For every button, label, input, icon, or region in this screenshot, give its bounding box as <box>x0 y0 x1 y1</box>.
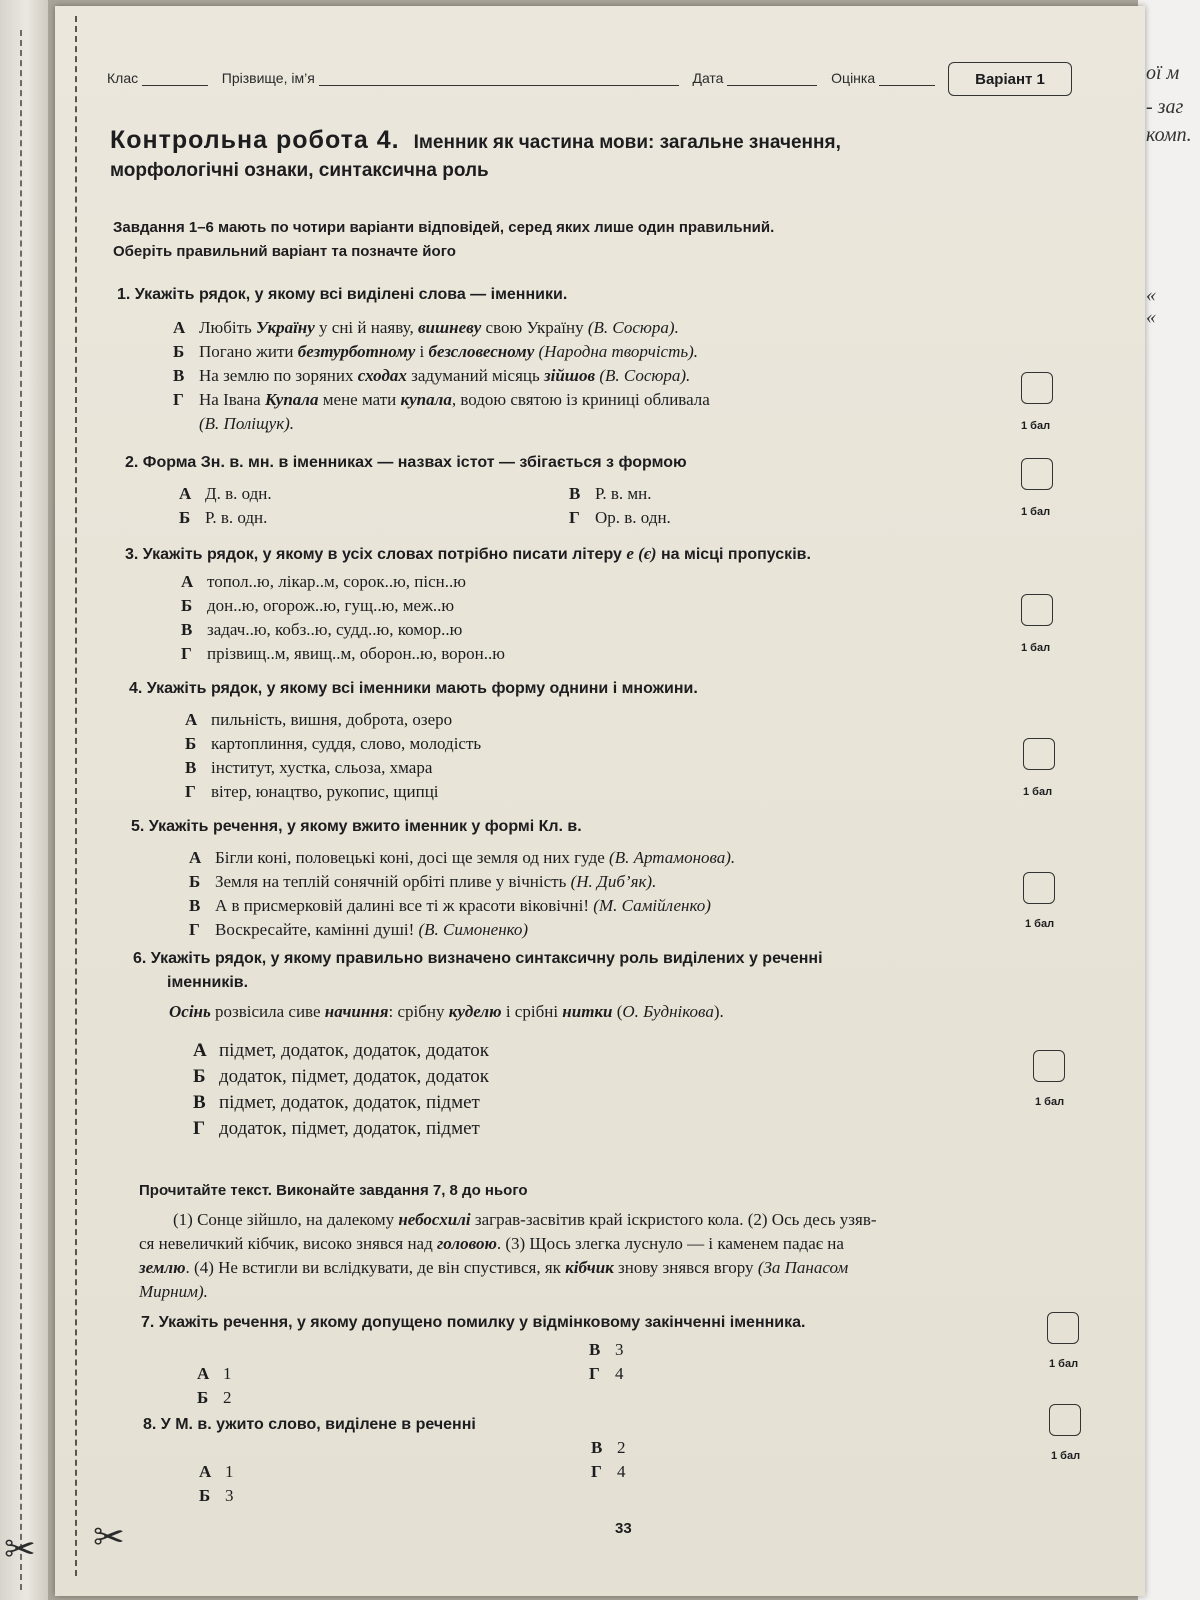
instructions-line1: Завдання 1–6 мають по чотири варіанти відповідей, серед яких лише один правильний. <box>113 219 775 236</box>
q6-option-a[interactable]: А підмет, додаток, додаток, додаток <box>193 1040 489 1061</box>
instructions-line2: Оберіть правильний варіант та позначте його <box>113 243 456 260</box>
question-8-text: 8. У М. в. ужито слово, виділене в реченні <box>143 1416 476 1433</box>
name-field[interactable] <box>319 85 679 86</box>
q1-option-d[interactable]: Г На Івана Купала мене мати купала, водою святою із криниці обливала <box>173 390 710 409</box>
date-label: Дата <box>692 70 724 86</box>
q7-option-b[interactable]: Б 2 <box>197 1388 232 1407</box>
q5-option-c[interactable]: В А в присмерковій далині все ті ж красоти віковічні! (М. Самійленко) <box>189 896 711 915</box>
question-6-text-line2: іменників. <box>167 974 249 991</box>
answer-box-3[interactable] <box>1021 594 1053 626</box>
q2-option-a[interactable]: А Д. в. одн. <box>179 484 272 503</box>
title-sub-line1: Іменник як частина мови: загальне значення, <box>413 132 841 153</box>
class-field[interactable] <box>142 85 208 86</box>
q5-option-a[interactable]: А Бігли коні, половецькі коні, досі ще земля од них гуде (В. Артамонова). <box>189 848 736 867</box>
reading-instructions: Прочитайте текст. Виконайте завдання 7, 8 до нього <box>139 1182 528 1199</box>
q8-option-a[interactable]: А 1 <box>199 1462 234 1481</box>
q3-option-d[interactable]: Г прізвищ..м, явищ..м, оборон..ю, ворон..ю <box>181 644 505 663</box>
q2-option-b[interactable]: Б Р. в. одн. <box>179 508 268 527</box>
adjacent-text: « <box>1146 306 1156 328</box>
q4-option-d[interactable]: Г вітер, юнацтво, рукопис, щипці <box>185 782 439 801</box>
page-title <box>110 126 841 155</box>
score-label: 1 бал <box>1051 1450 1081 1462</box>
question-7-text: 7. Укажіть речення, у якому допущено помилку у відмінковому закінченні іменника. <box>141 1314 806 1331</box>
answer-box-8[interactable] <box>1049 1404 1081 1436</box>
question-4-text: 4. Укажіть рядок, у якому всі іменники мають форму однини і множини. <box>129 680 698 697</box>
previous-page-edge <box>0 0 48 1600</box>
name-label: Прізвище, ім’я <box>221 70 315 86</box>
class-label: Клас <box>107 70 139 86</box>
question-3-text: 3. Укажіть рядок, у якому в усіх словах потрібно писати літеру е (є) на місці пропусків. <box>125 544 811 563</box>
score-label: 1 бал <box>1035 1096 1065 1108</box>
q5-option-d[interactable]: Г Воскресайте, камінні душі! (В. Симоненко) <box>189 920 529 939</box>
reading-line-4: Мирним). <box>139 1282 208 1301</box>
scissors-icon: ✂ <box>93 1515 125 1559</box>
title-sub-line2: морфологічні ознаки, синтаксична роль <box>110 160 489 181</box>
q6-option-c[interactable]: В підмет, додаток, додаток, підмет <box>193 1092 480 1113</box>
score-label: 1 бал <box>1021 420 1051 432</box>
reading-line-1: (1) Сонце зійшло, на далекому небосхилі заграв-засвітив край іскристого кола. (2) Ось десь узяв- <box>173 1210 877 1229</box>
q8-option-d[interactable]: Г 4 <box>591 1462 626 1481</box>
q1-option-a[interactable]: А Любіть Україну у сні й наяву, вишневу свою Україну (В. Сосюра). <box>173 318 679 337</box>
page-number: 33 <box>615 1520 632 1537</box>
q6-option-d[interactable]: Г додаток, підмет, додаток, підмет <box>193 1118 480 1139</box>
q2-option-d[interactable]: Г Ор. в. одн. <box>569 508 671 527</box>
left-cut-line <box>20 30 22 1590</box>
answer-box-7[interactable] <box>1047 1312 1079 1344</box>
question-5-text: 5. Укажіть речення, у якому вжито іменник у формі Кл. в. <box>131 818 582 835</box>
q7-option-c[interactable]: В 3 <box>589 1340 624 1359</box>
score-label: 1 бал <box>1049 1358 1079 1370</box>
q1-option-b[interactable]: Б Погано жити безтурботному і безсловесному (Народна творчість). <box>173 342 699 361</box>
q3-option-c[interactable]: В задач..ю, кобз..ю, судд..ю, комор..ю <box>181 620 463 639</box>
date-field[interactable] <box>727 85 817 86</box>
grade-label: Оцінка <box>831 70 876 86</box>
worksheet-page <box>55 6 1145 1596</box>
q4-option-b[interactable]: Б картоплиння, суддя, слово, молодість <box>185 734 482 753</box>
title-main: Контрольна робота 4. <box>110 126 400 154</box>
header-fields <box>107 70 935 86</box>
question-2-text: 2. Форма Зн. в. мн. в іменниках — назвах істот — збігається з формою <box>125 454 687 471</box>
answer-box-5[interactable] <box>1023 872 1055 904</box>
answer-box-4[interactable] <box>1023 738 1055 770</box>
score-label: 1 бал <box>1023 786 1053 798</box>
variant-badge: Варіант 1 <box>948 62 1072 96</box>
q2-option-c[interactable]: В Р. в. мн. <box>569 484 652 503</box>
q5-option-b[interactable]: Б Земля на теплій сонячній орбіті пливе у вічність (Н. Диб’як). <box>189 872 657 891</box>
grade-field[interactable] <box>879 85 935 86</box>
score-label: 1 бал <box>1021 506 1051 518</box>
reading-line-2: ся невеличкий кібчик, високо знявся над головою. (3) Щось злегка луснуло — і каменем падає на <box>139 1234 844 1253</box>
q7-option-a[interactable]: А 1 <box>197 1364 232 1383</box>
question-6-text-line1: 6. Укажіть рядок, у якому правильно визначено синтаксичну роль виділених у реченні <box>133 950 823 967</box>
adjacent-text: ої м <box>1146 62 1180 84</box>
q8-option-c[interactable]: В 2 <box>591 1438 626 1457</box>
score-label: 1 бал <box>1021 642 1051 654</box>
q4-option-c[interactable]: В інститут, хустка, сльоза, хмара <box>185 758 433 777</box>
q6-option-b[interactable]: Б додаток, підмет, додаток, додаток <box>193 1066 489 1087</box>
answer-box-6[interactable] <box>1033 1050 1065 1082</box>
answer-box-2[interactable] <box>1021 458 1053 490</box>
answer-box-1[interactable] <box>1021 372 1053 404</box>
q3-option-b[interactable]: Б дон..ю, огорож..ю, гущ..ю, меж..ю <box>181 596 455 615</box>
q1-option-c[interactable]: В На землю по зоряних сходах задуманий місяць зійшов (В. Сосюра). <box>173 366 691 385</box>
question-1-text: 1. Укажіть рядок, у якому всі виділені слова — іменники. <box>117 286 568 303</box>
adjacent-text: « <box>1146 284 1156 306</box>
q8-option-b[interactable]: Б 3 <box>199 1486 234 1505</box>
adjacent-sheet <box>1138 0 1200 1600</box>
q3-option-a[interactable]: А топол..ю, лікар..м, сорок..ю, пісн..ю <box>181 572 466 591</box>
reading-line-3: землю. (4) Не встигли ви вслідкувати, де він спустився, як кібчик знову знявся вгору (За Панасом <box>139 1258 849 1277</box>
q1-option-d-source: (В. Поліщук). <box>199 414 295 433</box>
adjacent-text: комп. <box>1146 124 1192 146</box>
q4-option-a[interactable]: А пильність, вишня, доброта, озеро <box>185 710 453 729</box>
q7-option-d[interactable]: Г 4 <box>589 1364 624 1383</box>
adjacent-text: - заг <box>1146 96 1184 118</box>
scissors-icon: ✂ <box>4 1527 36 1571</box>
q6-sentence: Осінь розвісила сиве начиння: срібну куделю і срібні нитки (О. Буднікова). <box>169 1002 724 1021</box>
cut-line <box>75 16 77 1576</box>
score-label: 1 бал <box>1025 918 1055 930</box>
